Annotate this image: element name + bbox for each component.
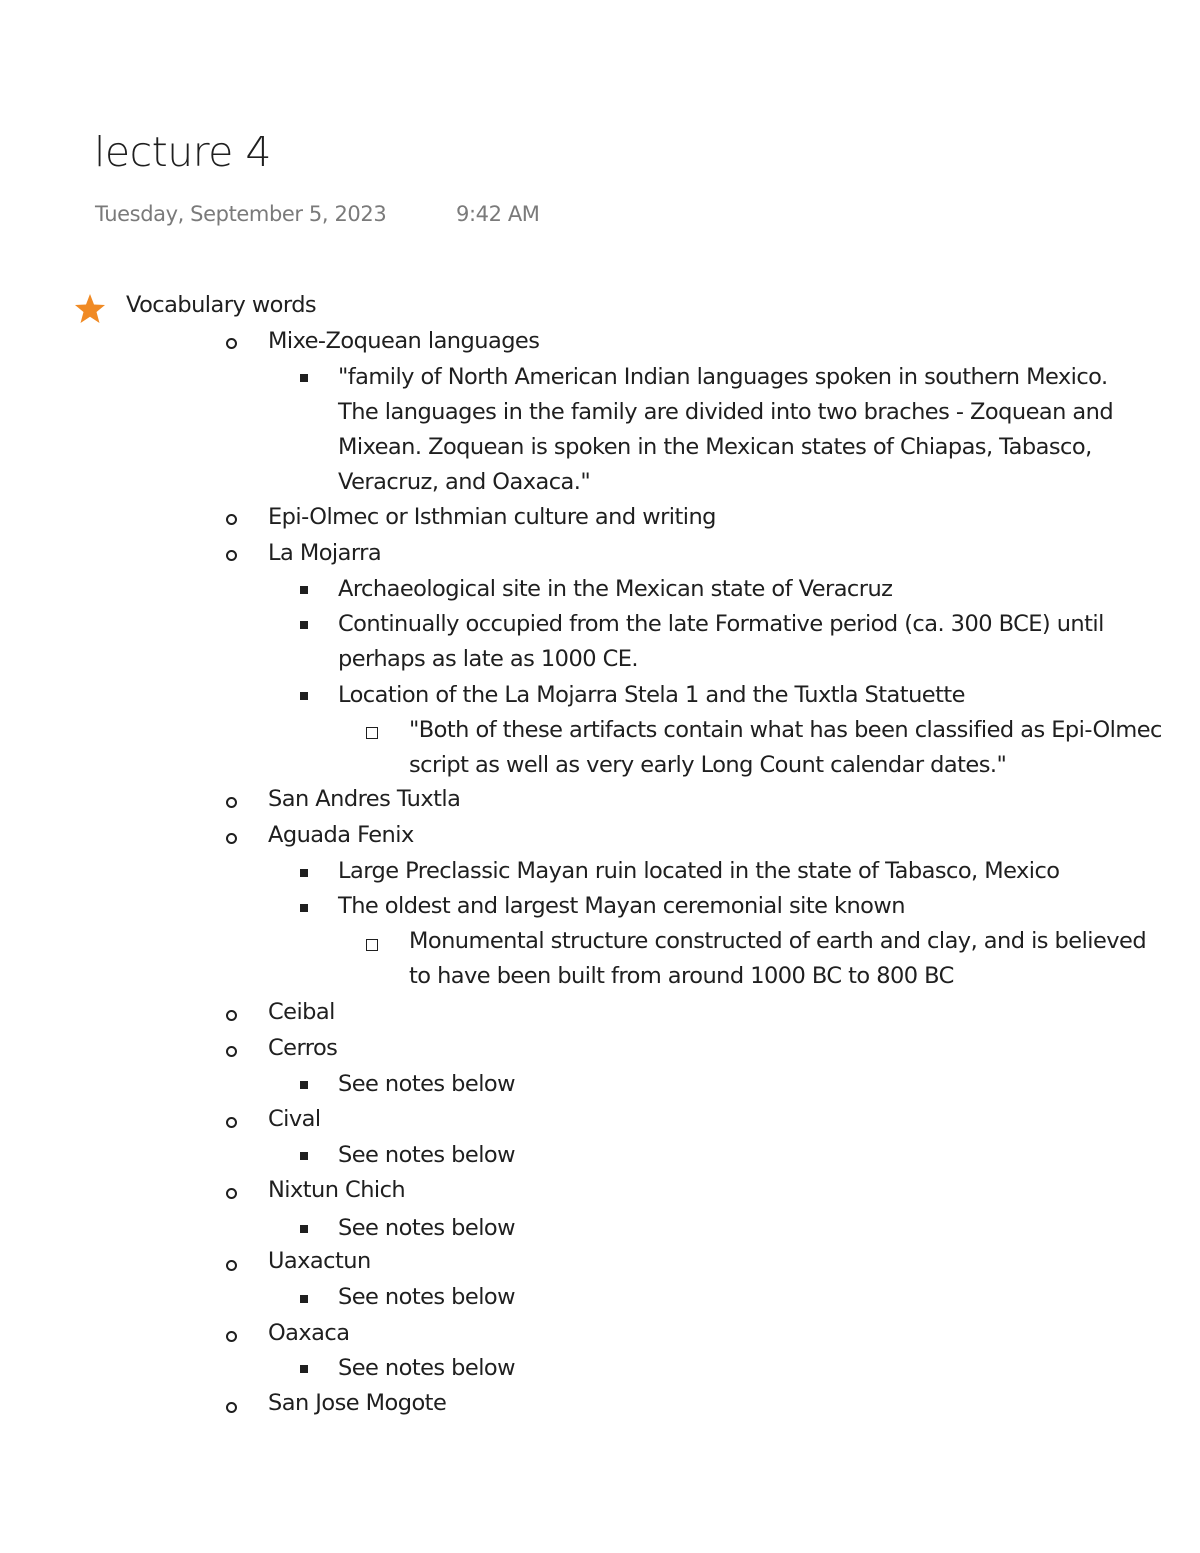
list-item: Nixtun Chich	[268, 1177, 406, 1203]
list-item: Large Preclassic Mayan ruin located in the state of Tabasco, Mexico	[338, 858, 1060, 884]
page-title: lecture 4	[94, 128, 272, 176]
list-bullet	[366, 939, 378, 951]
list-item: See notes below	[338, 1142, 515, 1168]
list-item-continuation: perhaps as late as 1000 CE.	[338, 646, 639, 672]
list-bullet	[300, 869, 308, 877]
list-bullet	[300, 374, 308, 382]
list-bullet	[300, 586, 308, 594]
list-item: Cival	[268, 1106, 321, 1132]
list-bullet	[226, 1188, 237, 1199]
list-bullet	[226, 514, 237, 525]
list-bullet	[300, 1225, 308, 1233]
section-heading: Vocabulary words	[126, 292, 317, 318]
list-bullet	[226, 1260, 237, 1271]
list-item: See notes below	[338, 1071, 515, 1097]
list-bullet	[300, 904, 308, 912]
list-bullet	[300, 692, 308, 700]
list-bullet	[300, 1295, 308, 1303]
list-item: "Both of these artifacts contain what has been classified as Epi-Olmec	[409, 717, 1162, 743]
list-bullet	[300, 1081, 308, 1089]
list-item-continuation: The languages in the family are divided into two braches - Zoquean and	[338, 399, 1114, 425]
list-item-continuation: Mixean. Zoquean is spoken in the Mexican states of Chiapas, Tabasco,	[338, 434, 1092, 460]
list-item-continuation: to have been built from around 1000 BC to 800 BC	[409, 963, 954, 989]
list-bullet	[226, 550, 237, 561]
list-bullet	[226, 1331, 237, 1342]
list-bullet	[226, 1010, 237, 1021]
list-item-continuation: Veracruz, and Oaxaca."	[338, 469, 591, 495]
note-time: 9:42 AM	[456, 202, 540, 226]
list-item: Uaxactun	[268, 1248, 371, 1274]
list-bullet	[226, 1117, 237, 1128]
list-item: Aguada Fenix	[268, 822, 414, 848]
list-item: Continually occupied from the late Formative period (ca. 300 BCE) until	[338, 611, 1104, 637]
list-item: Mixe-Zoquean languages	[268, 328, 540, 354]
list-bullet	[226, 1046, 237, 1057]
list-bullet	[226, 338, 237, 349]
list-item: La Mojarra	[268, 540, 382, 566]
list-item: See notes below	[338, 1215, 515, 1241]
list-item-continuation: script as well as very early Long Count calendar dates."	[409, 752, 1007, 778]
list-item: Epi-Olmec or Isthmian culture and writing	[268, 504, 716, 530]
list-bullet	[366, 727, 378, 739]
list-item: San Jose Mogote	[268, 1390, 447, 1416]
list-item: See notes below	[338, 1355, 515, 1381]
list-bullet	[226, 833, 237, 844]
list-item: See notes below	[338, 1284, 515, 1310]
list-item: Cerros	[268, 1035, 338, 1061]
list-bullet	[300, 1365, 308, 1373]
list-bullet	[300, 1152, 308, 1160]
list-item: Ceibal	[268, 999, 335, 1025]
list-item: Monumental structure constructed of earth and clay, and is believed	[409, 928, 1147, 954]
list-item: Oaxaca	[268, 1320, 350, 1346]
list-bullet	[226, 797, 237, 808]
list-item: The oldest and largest Mayan ceremonial site known	[338, 893, 905, 919]
list-item: "family of North American Indian languages spoken in southern Mexico.	[338, 364, 1108, 390]
list-item: San Andres Tuxtla	[268, 786, 461, 812]
list-bullet	[226, 1402, 237, 1413]
list-item: Location of the La Mojarra Stela 1 and the Tuxtla Statuette	[338, 682, 965, 708]
list-bullet	[300, 621, 308, 629]
note-date: Tuesday, September 5, 2023	[95, 202, 387, 226]
list-item: Archaeological site in the Mexican state of Veracruz	[338, 576, 893, 602]
